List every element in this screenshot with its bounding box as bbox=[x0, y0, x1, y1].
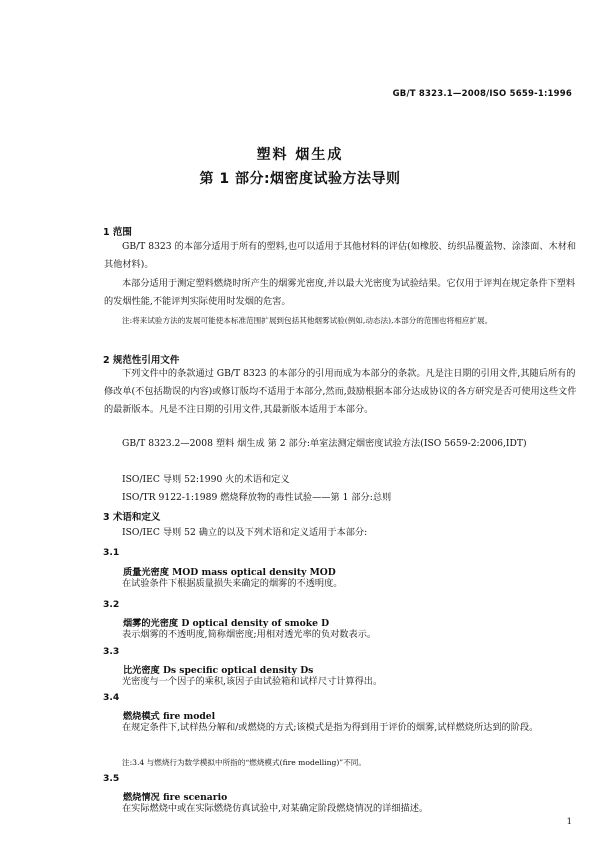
section-2-paragraph-1: 下列文件中的条款通过 GB/T 8323 的本部分的引用而成为本部分的条款。凡是注日期的引用文件,其随后所有的修改单(不包括勘误的内容)或修订版均不适用于本部分,然而,鼓励根据本部分达成协议的各方研究是否可使用这些文件的最新版本。凡是不注日期的引用文件,其最新版本适用于本部分。 bbox=[104, 368, 577, 415]
section-1-heading: 1 范围 bbox=[103, 227, 132, 238]
clause-3-1-term: 质量光密度 MOD mass optical density MOD bbox=[123, 567, 336, 578]
standard-code: GB/T 8323.1—2008/ISO 5659-1:1996 bbox=[392, 89, 572, 99]
document-subtitle: 第 1 部分:烟密度试验方法导则 bbox=[199, 171, 401, 187]
clause-3-4-note: 注:3.4 与燃烧行为数学模拟中所指的“燃烧模式(fire modelling)”不同。 bbox=[122, 758, 366, 767]
clause-3-1-definition: 在试验条件下根据质量损失来确定的烟雾的不透明度。 bbox=[122, 578, 343, 589]
clause-3-1-number: 3.1 bbox=[103, 547, 120, 558]
section-3-heading: 3 术语和定义 bbox=[103, 512, 161, 523]
reference-3: ISO/TR 9122-1:1989 燃烧释放物的毒性试验——第 1 部分:总则 bbox=[122, 492, 392, 503]
reference-2: ISO/IEC 导则 52:1990 火的术语和定义 bbox=[122, 474, 290, 485]
section-3-intro: ISO/IEC 导则 52 确立的以及下列术语和定义适用于本部分: bbox=[122, 527, 368, 538]
section-1-paragraph-2: 本部分适用于测定塑料燃烧时所产生的烟雾光密度,并以最大光密度为试验结果。它仅用于评判在规定条件下塑料的发烟性能,不能评判实际使用时发烟的危害。 bbox=[104, 278, 576, 307]
clause-3-3-term: 比光密度 Ds specific optical density Ds bbox=[123, 665, 314, 676]
clause-3-2-definition: 表示烟雾的不透明度,简称烟密度;用相对透光率的负对数表示。 bbox=[122, 629, 377, 640]
reference-1: GB/T 8323.2—2008 塑料 烟生成 第 2 部分:单室法测定烟密度试验方法(ISO 5659-2:2006,IDT) bbox=[122, 438, 527, 449]
clause-3-5-number: 3.5 bbox=[103, 773, 120, 784]
clause-3-5-term: 燃烧情况 fire scenario bbox=[123, 792, 228, 803]
clause-3-4-number: 3.4 bbox=[103, 692, 120, 703]
clause-3-3-definition: 光密度与一个因子的乘积,该因子由试验箱和试样尺寸计算得出。 bbox=[122, 676, 383, 687]
section-1-note: 注:将来试验方法的发展可能使本标准范围扩展到包括其他烟雾试验(例如,动态法),本部分的范围也将相应扩展。 bbox=[122, 316, 493, 325]
clause-3-2-term: 烟雾的光密度 D optical density of smoke D bbox=[123, 618, 330, 629]
page-number: 1 bbox=[566, 817, 572, 827]
clause-3-5-definition: 在实际燃烧中或在实际燃烧仿真试验中,对某确定阶段燃烧情况的详细描述。 bbox=[122, 803, 429, 814]
section-1-paragraph-1: GB/T 8323 的本部分适用于所有的塑料,也可以适用于其他材料的评估(如橡胶、纺织品覆盖物、涂漆面、木材和其他材料)。 bbox=[104, 241, 577, 270]
clause-3-3-number: 3.3 bbox=[103, 646, 120, 657]
document-title: 塑料 烟生成 bbox=[256, 147, 344, 163]
clause-3-4-definition: 在规定条件下,试样热分解和/或燃烧的方式;该模式是指为得到用于评价的烟雾,试样燃烧所达到的阶段。 bbox=[122, 722, 539, 733]
clause-3-2-number: 3.2 bbox=[103, 599, 120, 610]
clause-3-4-term: 燃烧模式 fire model bbox=[123, 711, 216, 722]
section-2-heading: 2 规范性引用文件 bbox=[103, 355, 180, 366]
